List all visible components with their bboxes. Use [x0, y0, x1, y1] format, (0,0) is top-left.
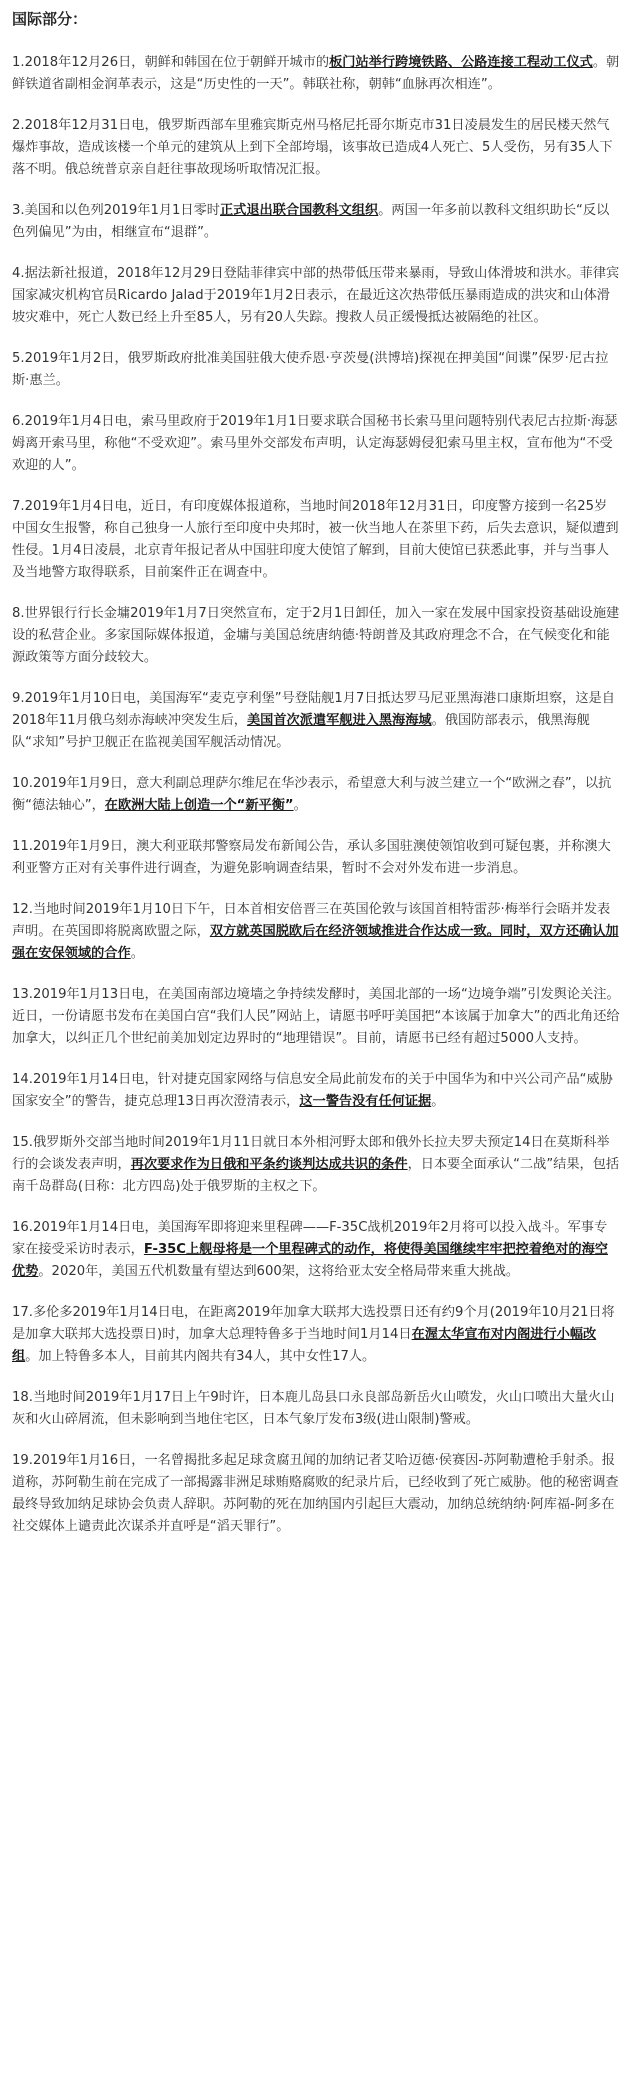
item-highlight: 在渥太华宣布对内阁进行小幅改组: [12, 1327, 597, 1364]
news-item-8: [12, 603, 620, 669]
news-item-9: [12, 688, 620, 754]
section-heading: 国际部分：: [12, 10, 88, 28]
item-text: 13.2019年1月13日电，在美国南部边境墙之争持续发酵时，美国北部的一场“边境争端”引发舆论关注。近日，一份请愿书发布在美国白宫“我们人民”网站上，请愿书呼吁美国把“本该属于加拿大”的西北角还给加拿大，以纠正几个世纪前美加划定边界时的“地理错误”。目前，请愿书已经有超过5000人支持。: [12, 987, 620, 1046]
item-text: 2.2018年12月31日电，俄罗斯西部车里雅宾斯克州马格尼托哥尔斯克市31日凌晨发生的居民楼天然气爆炸事故，造成该楼一个单元的建筑从上到下全部垮塌，该事故已造成4人死亡、5人受伤，另有35人下落不明。俄总统普京亲自赶往事故现场听取情况汇报。: [12, 118, 613, 177]
item-text: 。: [130, 946, 144, 961]
item-text: 16.2019年1月14日电，美国海军即将迎来里程碑——F-35C战机2019年2月将可以投入战斗。军事专家在接受采访时表示，: [12, 1220, 608, 1257]
item-text: 。朝鲜铁道省副相金润革表示，这是“历史性的一天”。韩联社称，朝韩“血脉再次相连”。: [12, 55, 620, 92]
news-item-18: [12, 1387, 620, 1431]
news-item-11: [12, 836, 620, 880]
item-text: 。加上特鲁多本人，目前其内阁共有34人，其中女性17人。: [25, 1349, 376, 1364]
item-highlight: 这一警告没有任何证据: [299, 1094, 432, 1109]
item-text: 。两国一年多前以教科文组织助长“反以色列偏见”为由，相继宣布“退群”。: [12, 203, 610, 240]
item-highlight: 再次要求作为日俄和平条约谈判达成共识的条件: [130, 1157, 408, 1172]
news-item-16: [12, 1217, 620, 1283]
item-text: ，日本要全面承认“二战”结果，包括南千岛群岛(日称：北方四岛)处于俄罗斯的主权之下。: [12, 1157, 620, 1194]
item-highlight: 美国首次派遣军舰进入黑海海域: [246, 713, 432, 728]
news-item-19: [12, 1450, 620, 1538]
item-text: 19.2019年1月16日，一名曾揭批多起足球贪腐丑闻的加纳记者艾哈迈德·侯赛因-苏阿勒遭枪手射杀。报道称，苏阿勒生前在完成了一部揭露非洲足球贿赂腐败的纪录片后，已经收到了死亡威胁。他的秘密调查最终导致加纳足球协会负责人辞职。苏阿勒的死在加纳国内引起巨大震动，加纳总统纳纳·阿库福-阿多在社交媒体上谴责此次谋杀并直呼是“滔天罪行”。: [12, 1453, 619, 1534]
item-text: 11.2019年1月9日，澳大利亚联邦警察局发布新闻公告，承认多国驻澳使领馆收到可疑包裹，并称澳大利亚警方正对有关事件进行调查，为避免影响调查结果，暂时不会对外发布进一步消息。: [12, 839, 611, 876]
item-text: 。俄国防部表示，俄黑海舰队“求知”号护卫舰正在监视美国军舰活动情况。: [12, 713, 590, 750]
item-text: 10.2019年1月9日，意大利副总理萨尔维尼在华沙表示，希望意大利与波兰建立一个“欧洲之春”，以抗衡“德法轴心”，: [12, 776, 612, 813]
news-item-13: [12, 984, 620, 1050]
item-text: 4.据法新社报道，2018年12月29日登陆菲律宾中部的热带低压带来暴雨，导致山体滑坡和洪水。菲律宾国家减灾机构官员Ricardo Jalad于2019年1月2日表示，在最近这次热带低压暴雨造成的洪灾和山体滑坡灾难中，死亡人数已经上升至85人，另有20人失踪。搜救人员正缓慢抵达被隔绝的社区。: [12, 266, 620, 325]
news-item-1: [12, 52, 620, 96]
news-item-14: [12, 1069, 620, 1113]
item-text: 9.2019年1月10日电，美国海军“麦克亨利堡”号登陆舰1月7日抵达罗马尼亚黑海港口康斯坦察，这是自2018年11月俄乌刻赤海峡冲突发生后，: [12, 691, 615, 728]
item-text: 5.2019年1月2日，俄罗斯政府批准美国驻俄大使乔恩·亨茨曼(洪博培)探视在押美国“间谍”保罗·尼古拉斯·惠兰。: [12, 351, 609, 388]
item-text: 15.俄罗斯外交部当地时间2019年1月11日就日本外相河野太郎和俄外长拉夫罗夫预定14日在莫斯科举行的会谈发表声明，: [12, 1135, 610, 1172]
item-text: 6.2019年1月4日电，索马里政府于2019年1月1日要求联合国秘书长索马里问题特别代表尼古拉斯·海瑟姆离开索马里，称他“不受欢迎”。索马里外交部发布声明，认定海瑟姆侵犯索马里主权，宣布他为“不受欢迎的人”。: [12, 414, 618, 473]
item-text: 。: [293, 798, 307, 813]
item-text: 12.当地时间2019年1月10日下午，日本首相安倍晋三在英国伦敦与该国首相特雷莎·梅举行会晤并发表声明。在英国即将脱离欧盟之际，: [12, 902, 611, 939]
item-text: 1.2018年12月26日，朝鲜和韩国在位于朝鲜开城市的: [12, 55, 330, 70]
item-text: 8.世界银行行长金墉2019年1月7日突然宣布，定于2月1日卸任，加入一家在发展中国家投资基础设施建设的私营企业。多家国际媒体报道，金墉与美国总统唐纳德·特朗普及其政府理念不合，在气候变化和能源政策等方面分歧较大。: [12, 606, 620, 665]
item-text: 18.当地时间2019年1月17日上午9时许，日本鹿儿岛县口永良部岛新岳火山喷发，火山口喷出大量火山灰和火山碎屑流，但未影响到当地住宅区，日本气象厅发布3级(进山限制)警戒。: [12, 1390, 615, 1427]
item-text: 。2020年，美国五代机数量有望达到600架，这将给亚太安全格局带来重大挑战。: [38, 1264, 520, 1279]
news-item-10: [12, 773, 620, 817]
item-text: 3.美国和以色列2019年1月1日零时: [12, 203, 220, 218]
item-highlight: 双方就英国脱欧后在经济领域推进合作达成一致。同时，双方还确认加强在安保领域的合作: [12, 924, 619, 961]
news-item-7: [12, 496, 620, 584]
item-highlight: 正式退出联合国教科文组织: [220, 203, 379, 218]
news-item-5: [12, 348, 620, 392]
news-item-15: [12, 1132, 620, 1198]
news-item-17: [12, 1302, 620, 1368]
news-item-3: [12, 200, 620, 244]
item-highlight: 板门站举行跨境铁路、公路连接工程动工仪式: [329, 55, 593, 70]
item-text: 14.2019年1月14日电，针对捷克国家网络与信息安全局此前发布的关于中国华为和中兴公司产品“威胁国家安全”的警告，捷克总理13日再次澄清表示，: [12, 1072, 613, 1109]
item-highlight: 在欧洲大陆上创造一个“新平衡”: [104, 798, 294, 813]
item-text: 7.2019年1月4日电，近日，有印度媒体报道称，当地时间2018年12月31日，印度警方接到一名25岁中国女生报警，称自己独身一人旅行至印度中央邦时，被一伙当地人在茶里下药，后失去意识，疑似遭到性侵。1月4日凌晨，北京青年报记者从中国驻印度大使馆了解到，目前大使馆已获悉此事，并与当事人及当地警方取得联系，目前案件正在调查中。: [12, 499, 619, 580]
item-text: 。: [431, 1094, 445, 1109]
news-item-2: [12, 115, 620, 181]
item-text: 17.多伦多2019年1月14日电，在距离2019年加拿大联邦大选投票日还有约9个月(2019年10月21日将是加拿大联邦大选投票日)时，加拿大总理特鲁多于当地时间1月14日: [12, 1305, 615, 1342]
item-highlight: F-35C上舰母将是一个里程碑式的动作，将使得美国继续牢牢把控着绝对的海空优势: [12, 1242, 608, 1279]
news-item-4: [12, 263, 620, 329]
news-item-12: [12, 899, 620, 965]
news-item-6: [12, 411, 620, 477]
